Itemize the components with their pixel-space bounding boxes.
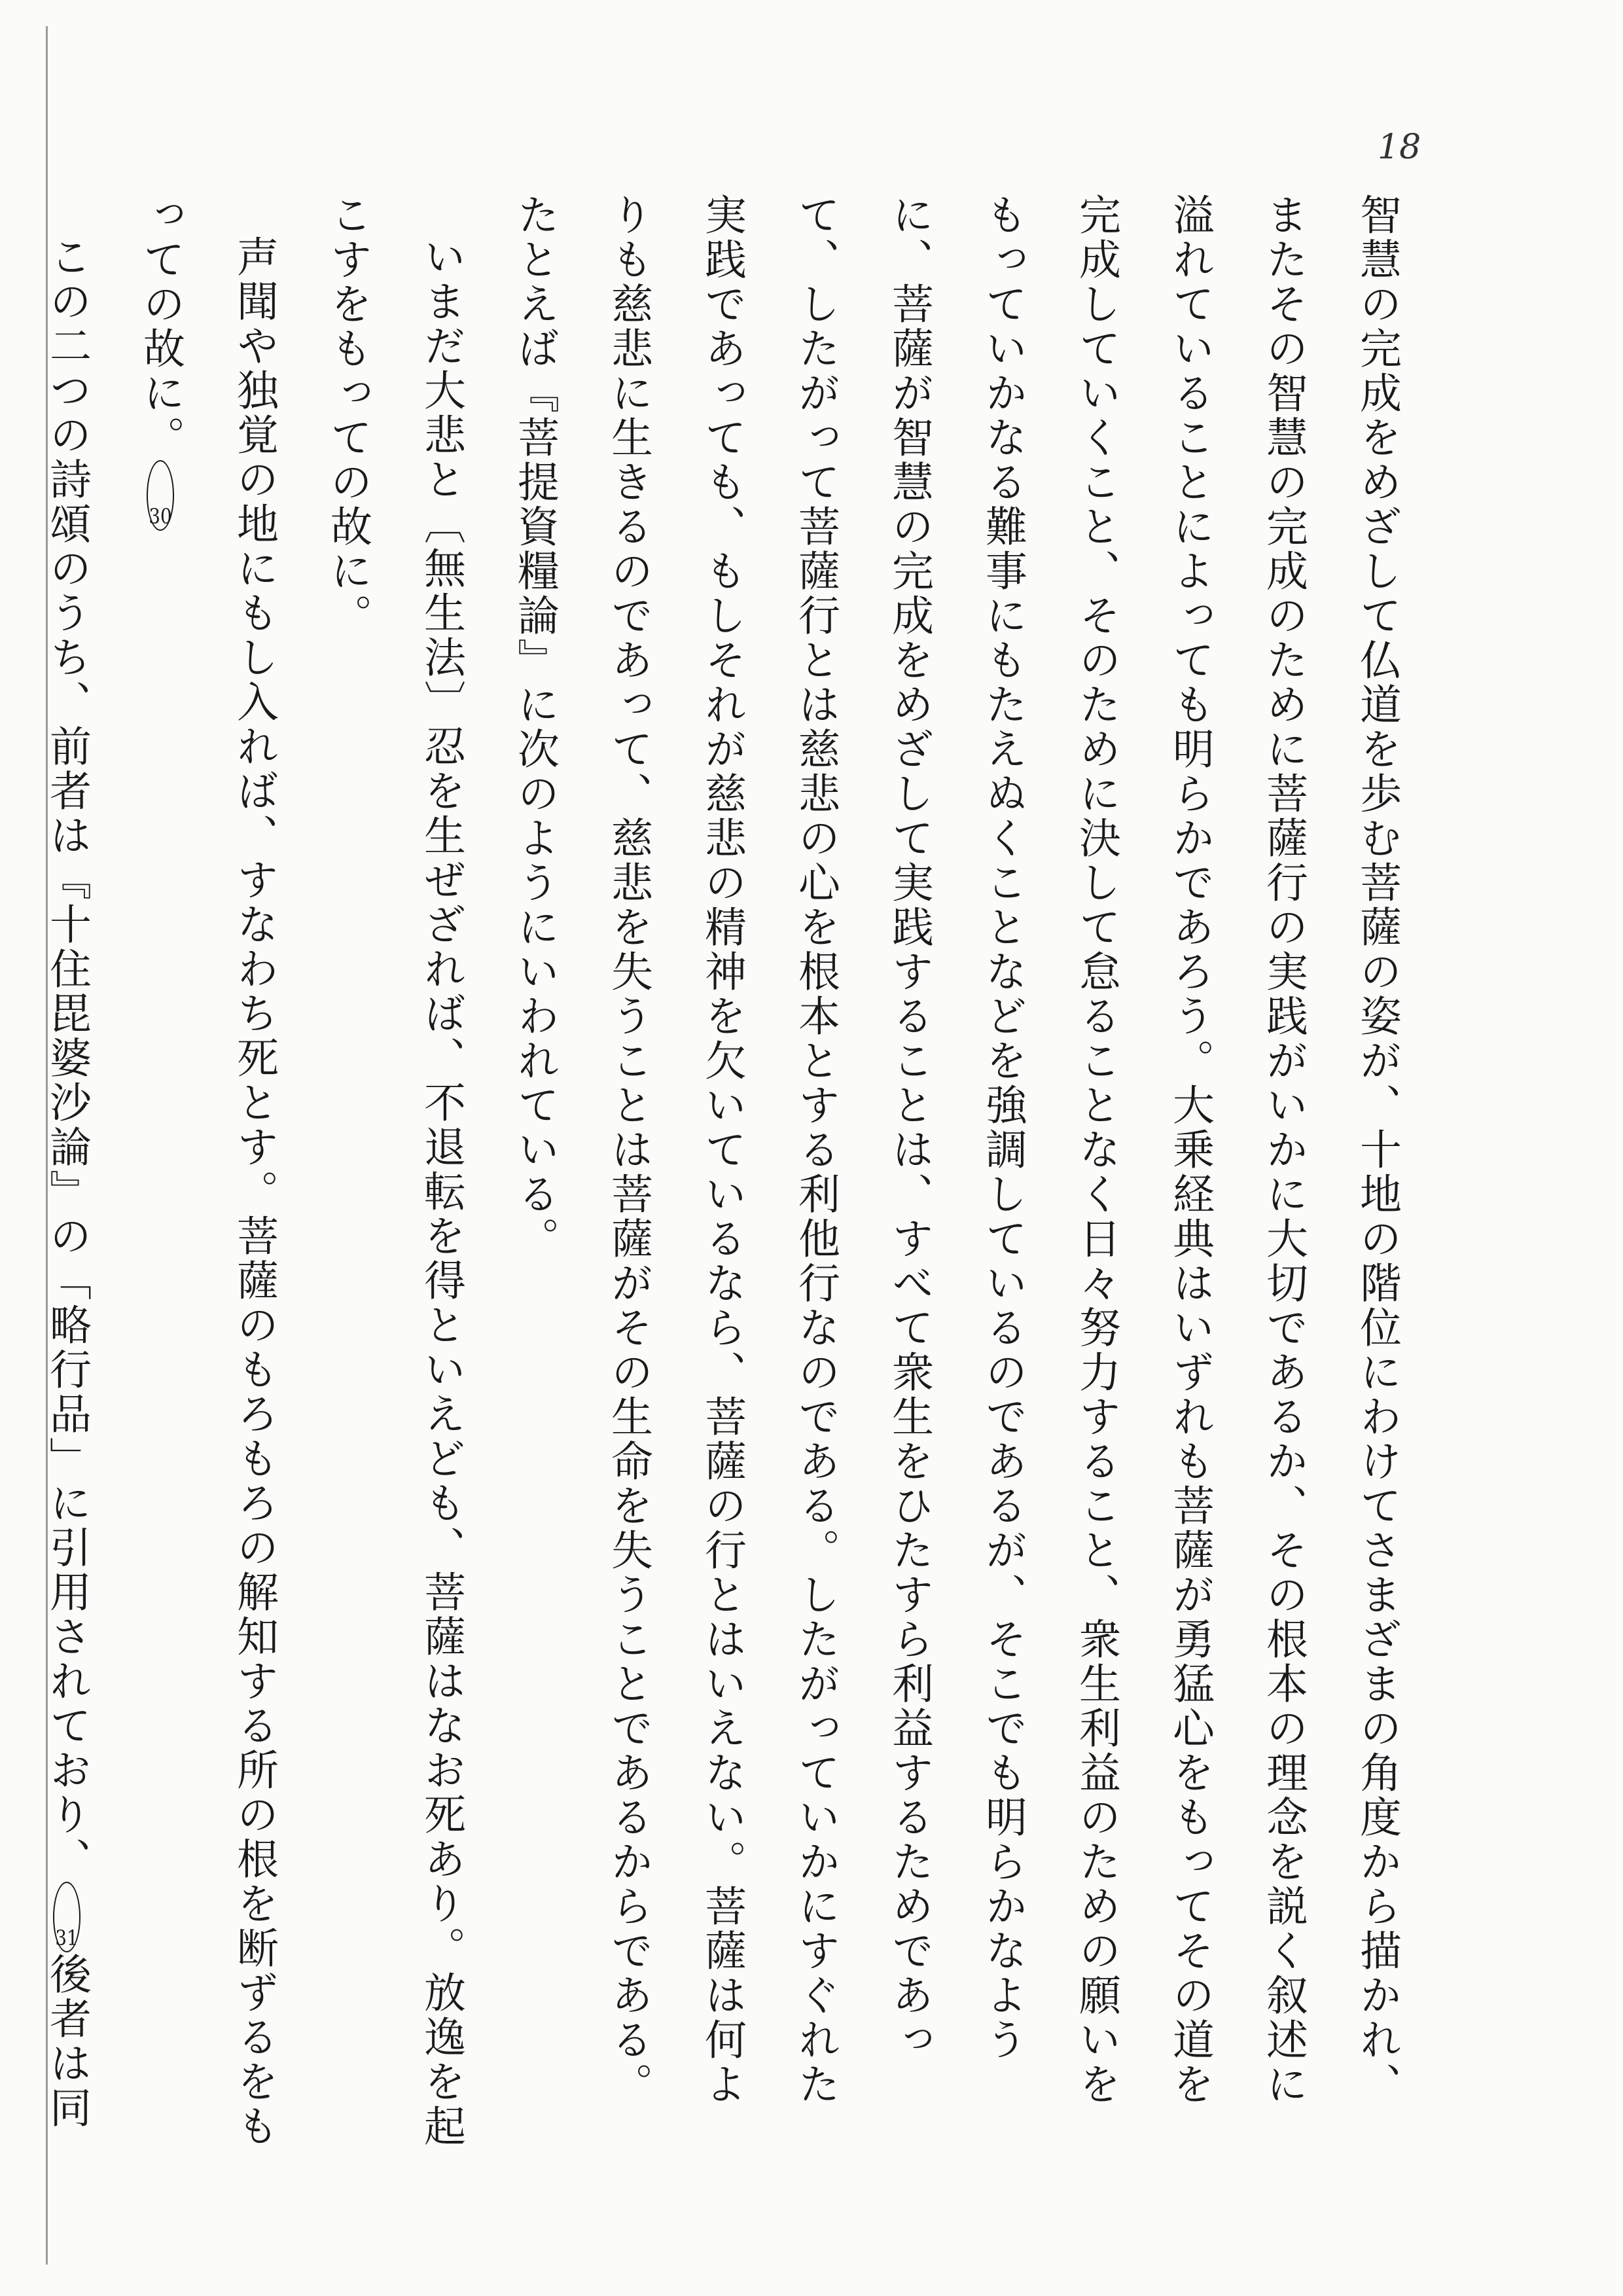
footnote-marker: 31 (53, 1882, 80, 1952)
paragraph-text: この二つの詩頌のうち、前者は『十住毘婆沙論』の「略行品」に引用されており、 (43, 235, 91, 1882)
paragraph-text: 声聞や独覚の地にもし入れば、すなわち死とす。菩薩のもろもろの解知する所の根を断ずるをもっての故に。 (136, 193, 278, 2149)
paragraph (0, 193, 113, 2150)
page-number: 18 (1378, 128, 1421, 167)
vertical-body-text (43, 193, 1423, 2150)
paragraph-text: いまだ大悲と〔無生法〕忍を生ぜざれば、不退転を得といえども、菩薩はなお死あり。放逸を起こすをもっての故に。 (323, 193, 465, 2149)
paragraph-text: 智慧の完成をめざして仏道を歩む菩薩の姿が、十地の階位にわけてさまざまの角度から描かれ、またその智慧の完成のために菩薩行の実践がいかに大切であるか、その根本の理念を説く叙述に溢れていることによっても明らかであろう。大乗経典はいずれも菩薩が勇猛心をもってその道を完成していくこと、そのために決して怠ることなく日々努力すること、衆生利益のための願いをもっていかなる難事にもたえぬくことなどを強調しているのであるが、そこでも明らかなように、菩薩が智慧の完成をめざして実践することは、すべて衆生をひたすら利益するためであって、したがって菩薩行とは慈悲の心を根本とする利他行なのである。したがっていかにすぐれた実践であっても、もしそれが慈悲の精神を欠いているなら、菩薩の行とはいえない。菩薩は何よりも慈悲に生きるのであって、慈悲を失うことは菩薩がその生命を失うことであるからである。たとえば『菩提資糧論』に次のようにいわれている。 (510, 193, 1401, 2107)
paragraph (113, 193, 300, 2150)
paragraph (300, 193, 488, 2150)
paragraph (488, 193, 1423, 2150)
paragraph-text: 後者は同 (43, 1952, 91, 2130)
footnote-marker: 30 (147, 460, 174, 531)
